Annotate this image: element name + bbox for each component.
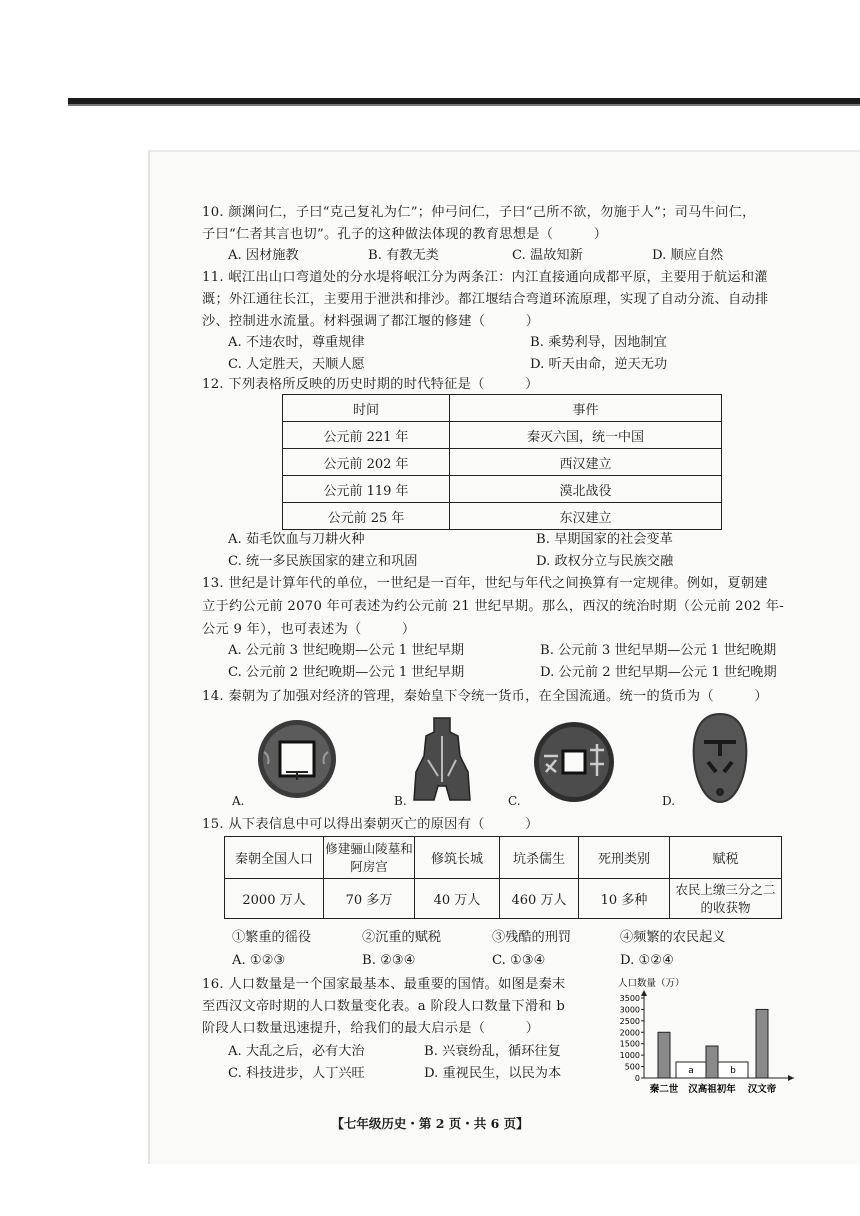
- coin-a-label: A.: [232, 794, 245, 808]
- q12-header-time: 时间: [283, 395, 450, 422]
- chart-stage-label: a: [688, 1066, 694, 1076]
- chart-x-axis-arrow: [788, 1075, 794, 1081]
- q16-option-c: C. 科技进步，人丁兴旺: [228, 1066, 365, 1081]
- q15-header-tomb: 修建骊山陵墓和阿房宫: [324, 837, 415, 879]
- q15-option-a: A. ①②③: [232, 953, 286, 968]
- coin-c-image: [532, 720, 616, 804]
- q13-line3: 公元 9 年），也可表述为（ ）: [202, 622, 416, 637]
- q10-line1: 10. 颜渊问仁，子曰“克己复礼为仁”；仲弓问仁，子曰“己所不欲，勿施于人”；司马牛问仁，: [202, 205, 756, 220]
- chart-y-tick-label: 1500: [619, 1039, 640, 1049]
- q15-cell: 农民上缴三分之二的收获物: [670, 879, 782, 919]
- chart-bar: [658, 1032, 670, 1078]
- q15-item-4: ④频繁的农民起义: [620, 930, 726, 945]
- q13-option-a: A. 公元前 3 世纪晚期—公元 1 世纪早期: [228, 643, 465, 658]
- q15-header-tax: 赋税: [670, 837, 782, 879]
- q13-line1: 13. 世纪是计算年代的单位，一世纪是一百年，世纪与年代之间换算有一定规律。例如，夏朝建: [202, 576, 768, 591]
- chart-category-label: 秦二世: [649, 1084, 679, 1095]
- q12-cell: 公元前 202 年: [283, 449, 450, 476]
- q12-line1: 12. 下列表格所反映的历史时期的时代特征是（ ）: [202, 377, 539, 392]
- q16-line2: 至西汉文帝时期的人口数量变化表。a 阶段人口数量下滑和 b: [202, 999, 566, 1014]
- coin-c-label: C.: [508, 794, 521, 808]
- q16-line1: 16. 人口数量是一个国家最基本、最重要的国情。如图是秦末: [202, 977, 566, 992]
- chart-bar: [706, 1046, 718, 1078]
- q15-table: [224, 836, 782, 919]
- population-chart: [610, 974, 800, 1102]
- q15-header-population: 秦朝全国人口: [225, 837, 324, 879]
- q12-option-c: C. 统一多民族国家的建立和巩固: [228, 554, 418, 569]
- q10-option-c: C. 温故知新: [512, 248, 583, 263]
- q15-cell: 70 多万: [324, 879, 415, 919]
- coin-b-label: B.: [394, 794, 407, 808]
- chart-y-tick-label: 3500: [619, 994, 640, 1003]
- chart-y-tick-label: 2000: [619, 1028, 640, 1038]
- q11-option-d: D. 听天由命，逆天无功: [530, 357, 668, 372]
- coin-b-image: [412, 716, 472, 802]
- chart-category-label: 汉文帝: [747, 1084, 777, 1095]
- q10-option-a: A. 因材施教: [228, 248, 299, 263]
- q16-option-b: B. 兴衰纷乱，循环往复: [424, 1044, 561, 1059]
- q11-line3: 沙、控制进水流量。材料强调了都江堰的修建（ ）: [202, 314, 540, 329]
- q15-header-scholars: 坑杀儒生: [500, 837, 579, 879]
- chart-category-label: 汉高祖初年: [688, 1084, 736, 1095]
- q11-option-b: B. 乘势利导，因地制宜: [530, 335, 667, 350]
- q12-table: [282, 394, 722, 530]
- chart-bar: [756, 1009, 768, 1078]
- q11-line2: 溉；外江通往长江，主要用于泄洪和排沙。都江堰结合弯道环流原理，实现了自动分流、自动排: [202, 292, 769, 307]
- q13-option-d: D. 公元前 2 世纪早期—公元 1 世纪晚期: [540, 665, 777, 680]
- q12-cell: 漠北战役: [450, 476, 722, 503]
- q15-item-3: ③残酷的刑罚: [492, 930, 572, 945]
- q15-cell: 40 万人: [415, 879, 500, 919]
- q15-item-2: ②沉重的赋税: [362, 930, 442, 945]
- q15-option-b: B. ②③④: [362, 953, 416, 968]
- q12-header-event: 事件: [450, 395, 722, 422]
- q13-option-c: C. 公元前 2 世纪晚期—公元 1 世纪早期: [228, 665, 465, 680]
- q12-option-b: B. 早期国家的社会变革: [536, 532, 673, 547]
- q14-line1: 14. 秦朝为了加强对经济的管理，秦始皇下令统一货币，在全国流通。统一的货币为（ ）: [202, 689, 768, 704]
- q12-cell: 公元前 221 年: [283, 422, 450, 449]
- coin-d-label: D.: [662, 794, 676, 808]
- chart-y-axis-arrow: [641, 990, 647, 996]
- q12-option-a: A. 茹毛饮血与刀耕火种: [228, 532, 365, 547]
- chart-ylabel: 人口数量（万）: [618, 978, 685, 989]
- chart-y-tick-label: 1000: [619, 1051, 640, 1061]
- chart-y-tick-label: 500: [624, 1062, 640, 1072]
- q15-cell: 2000 万人: [225, 879, 324, 919]
- q15-header-wall: 修筑长城: [415, 837, 500, 879]
- scan-top-bar-shadow: [68, 104, 860, 106]
- q15-header-penalty: 死刑类别: [579, 837, 670, 879]
- q16-option-d: D. 重视民生，以民为本: [424, 1066, 562, 1081]
- q15-cell: 460 万人: [500, 879, 579, 919]
- chart-stage-label: b: [730, 1066, 736, 1076]
- page-footer: 【七年级历史・第 2 页・共 6 页】: [331, 1116, 529, 1131]
- q10-option-d: D. 顺应自然: [652, 248, 724, 263]
- q12-cell: 公元前 25 年: [283, 503, 450, 530]
- q12-cell: 公元前 119 年: [283, 476, 450, 503]
- q12-cell: 秦灭六国，统一中国: [450, 422, 722, 449]
- q10-line2: 子曰“仁者其言也切”。孔子的这种做法体现的教育思想是（ ）: [202, 227, 608, 242]
- q16-option-a: A. 大乱之后，必有大治: [228, 1044, 365, 1059]
- coin-a-image: [256, 718, 338, 800]
- q12-cell: 西汉建立: [450, 449, 722, 476]
- q12-cell: 东汉建立: [450, 503, 722, 530]
- q15-option-c: C. ①③④: [492, 953, 546, 968]
- q10-option-b: B. 有教无类: [368, 248, 439, 263]
- q15-cell: 10 多种: [579, 879, 670, 919]
- q15-option-d: D. ①②④: [620, 953, 674, 968]
- chart-y-tick-label: 2500: [619, 1016, 640, 1026]
- chart-y-tick-label: 0: [634, 1074, 640, 1083]
- q13-option-b: B. 公元前 3 世纪早期—公元 1 世纪晚期: [540, 643, 777, 658]
- q11-line1: 11. 岷江出山口弯道处的分水堤将岷江分为两条江：内江直接通向成都平原，主要用于航运和灌: [202, 270, 768, 285]
- q12-option-d: D. 政权分立与民族交融: [536, 554, 674, 569]
- q11-option-c: C. 人定胜天，天顺人愿: [228, 357, 365, 372]
- q11-option-a: A. 不违农时，尊重规律: [228, 335, 365, 350]
- coin-d-image: [690, 712, 750, 804]
- q15-item-1: ①繁重的徭役: [232, 930, 312, 945]
- chart-y-tick-label: 3000: [619, 1005, 640, 1015]
- q16-line3: 阶段人口数量迅速提升，给我们的最大启示是（ ）: [202, 1021, 540, 1036]
- q13-line2: 立于约公元前 2070 年可表述为约公元前 21 世纪早期。那么，西汉的统治时期（公元前 202 年-: [202, 599, 784, 614]
- q15-line1: 15. 从下表信息中可以得出秦朝灭亡的原因有（ ）: [202, 817, 539, 832]
